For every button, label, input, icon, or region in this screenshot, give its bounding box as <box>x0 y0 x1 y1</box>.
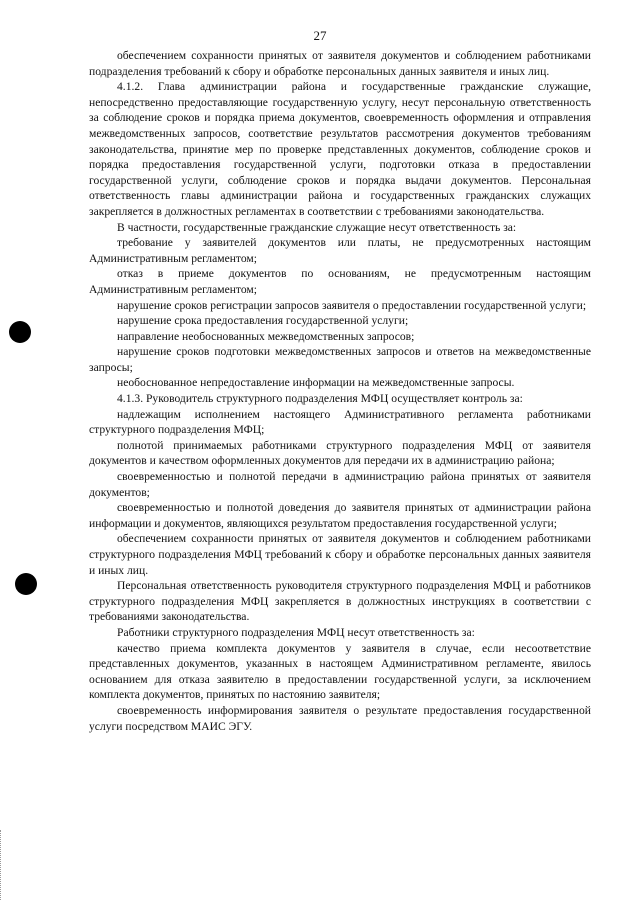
paragraph: требование у заявителей документов или платы, не предусмотренных настоящим Административным регламентом; <box>89 236 591 265</box>
paragraph: отказ в приеме документов по основаниям, не предусмотренным настоящим Административным регламентом; <box>89 267 591 296</box>
paragraph: своевременностью и полнотой передачи в администрацию района принятых от заявителя документов; <box>89 470 591 499</box>
paragraph: полнотой принимаемых работниками структурного подразделения МФЦ от заявителя документов и качеством оформленных документов для передачи их в администрацию района; <box>89 438 591 468</box>
scan-edge-marks <box>0 830 4 900</box>
paragraph: необоснованное непредоставление информации на межведомственные запросы. <box>117 376 515 390</box>
paragraph: 4.1.3. Руководитель структурного подразделения МФЦ осуществляет контроль за: <box>117 392 523 406</box>
punch-hole <box>15 573 37 595</box>
paragraph: обеспечением сохранности принятых от заявителя документов и соблюдением работниками структурного подразделения МФЦ требований к сбору и обработке персональных данных заявителя и иных лиц. <box>89 532 591 577</box>
paragraph: направление необоснованных межведомственных запросов; <box>117 329 415 343</box>
paragraph: Персональная ответственность руководителя структурного подразделения МФЦ и работников структурного подразделения МФЦ закрепляется в должностных инструкциях в соответствии с требованиями законодательства. <box>89 579 591 624</box>
paragraph: нарушение сроков подготовки межведомственных запросов и ответов на межведомственные запросы; <box>89 345 591 374</box>
paragraph: нарушение срока предоставления государственной услуги; <box>117 314 409 328</box>
paragraph: обеспечением сохранности принятых от заявителя документов и соблюдением работниками подразделения требований к сбору и обработке персональных данных заявителя и иных лиц. <box>89 49 591 78</box>
paragraph: 4.1.2. Глава администрации района и государственные гражданские служащие, непосредственно предоставляющие государственную услугу, несут персональную ответственность за соблюдение сроков и порядка приема документов, своевременность оформления и отправления межведомственных запросов, соответствие результатов рассмотрения документов требованиям законодательства, принятие мер по проверке представленных документов, соблюдение сроков и порядка предоставления государственной услуги, подготовки отказа в предоставлении государственной услуги, соблюдение сроков и порядка выдачи документов. Персональная ответственность главы администрации района и государственных гражданских служащих закрепляется в должностных регламентах в соответствии с требованиями законодательства. <box>89 80 591 218</box>
paragraph: надлежащим исполнением настоящего Административного регламента работниками структурного подразделения МФЦ; <box>89 407 591 437</box>
paragraph: качество приема комплекта документов у заявителя в случае, если несоответствие представленных документов, указанных в настоящем Административном регламенте, явилось основанием для отказа заявителю в предоставлении государственной услуги, за исключением комплекта документов, принятых по настоянию заявителя; <box>89 641 591 702</box>
paragraph: своевременность информирования заявителя о результате предоставления государственной услуги посредством МАИС ЭГУ. <box>89 703 591 733</box>
paragraph: Работники структурного подразделения МФЦ несут ответственность за: <box>117 625 475 639</box>
document-body <box>89 48 591 734</box>
punch-hole <box>9 321 31 343</box>
paragraph: своевременностью и полнотой доведения до заявителя принятых от администрации района информации и документов, являющихся результатом предоставления государственной услуги; <box>89 501 591 530</box>
paragraph: нарушение сроков регистрации запросов заявителя о предоставлении государственной услуги; <box>117 298 587 312</box>
paragraph: В частности, государственные гражданские служащие несут ответственность за: <box>117 220 517 234</box>
page-number: 27 <box>313 28 327 43</box>
